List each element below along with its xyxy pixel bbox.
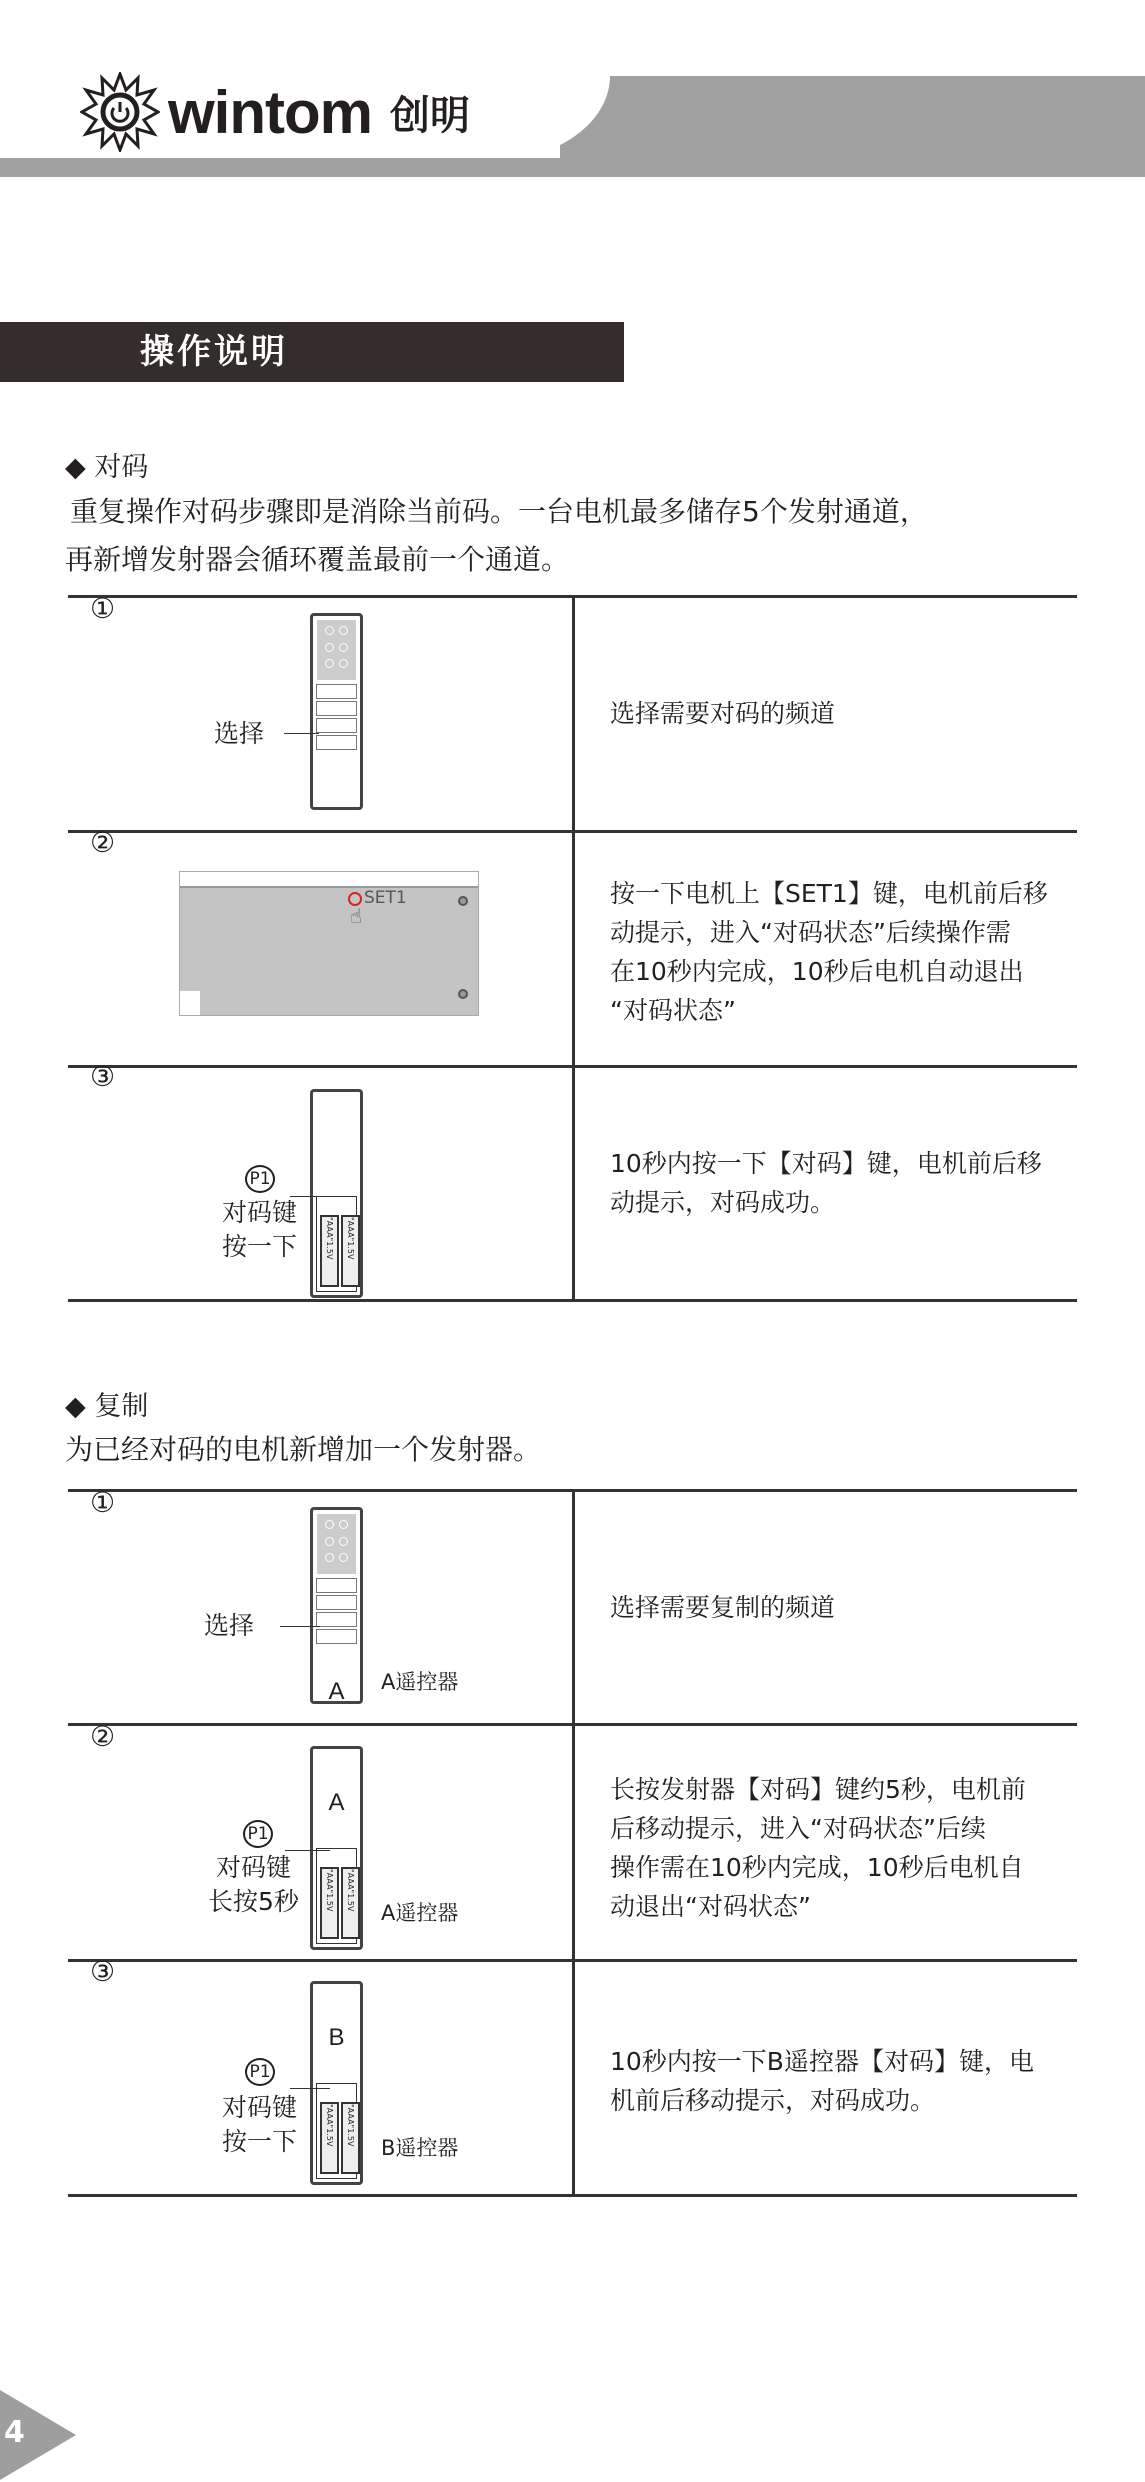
remote-letter: A <box>328 1678 345 1705</box>
p1-badge: P1 <box>245 1165 275 1193</box>
battery-label: "AAA"1.5V <box>346 1217 355 1260</box>
remote-name: B遥控器 <box>381 2136 459 2160</box>
remote-button-row <box>316 701 357 716</box>
channel-dot-icon <box>339 643 348 652</box>
channel-dot-icon <box>339 1553 348 1562</box>
remote-letter: B <box>328 2024 345 2051</box>
page-number: 4 <box>4 2415 25 2450</box>
column-divider <box>572 1491 575 2195</box>
screw-icon <box>458 896 468 906</box>
step-text: 10秒内按一下【对码】键，电机前后移 动提示，对码成功。 <box>610 1149 1042 1217</box>
channel-dot-icon <box>339 1520 348 1529</box>
section-heading-pairing: ◆ 对码 <box>65 452 149 483</box>
channel-dot-icon <box>325 659 334 668</box>
pair-key-label: 对码键 长按5秒 <box>208 1853 299 1916</box>
column-divider <box>572 597 575 1300</box>
hand-pointer-icon: ☝ <box>350 904 363 928</box>
leader-line <box>290 2088 330 2089</box>
step-text: 长按发射器【对码】键约5秒，电机前 后移动提示，进入“对码状态”后续 操作需在10秒内完成，10秒后电机自 动退出“对码状态” <box>610 1775 1026 1921</box>
remote-button-row <box>316 1629 357 1644</box>
remote-name: A遥控器 <box>381 1670 459 1694</box>
channel-dot-icon <box>325 643 334 652</box>
battery-compartment <box>316 1196 357 1292</box>
battery-cell <box>320 1867 339 1939</box>
step-text: 选择需要复制的频道 <box>610 1593 836 1622</box>
select-label: 选择 <box>204 1611 255 1640</box>
channel-dot-icon <box>325 1537 334 1546</box>
set1-label: SET1 <box>364 888 407 908</box>
battery-label: "AAA"1.5V <box>346 2104 355 2147</box>
battery-label: "AAA"1.5V <box>346 1869 355 1912</box>
channel-dot-icon <box>325 1520 334 1529</box>
screw-icon <box>458 989 468 999</box>
select-label: 选择 <box>214 719 265 748</box>
remote-front-illustration <box>310 613 363 810</box>
pairing-intro-2: 再新增发射器会循环覆盖最前一个通道。 <box>65 543 570 576</box>
step-number: ② <box>90 1720 116 1753</box>
logo-text: wintom <box>168 78 372 146</box>
step-text: 10秒内按一下B遥控器【对码】键，电 机前后移动提示，对码成功。 <box>610 2047 1034 2115</box>
remote-button-row <box>316 1578 357 1593</box>
leader-line <box>280 1626 320 1627</box>
remote-button-row <box>316 718 357 733</box>
leader-line <box>284 733 319 734</box>
battery-cell <box>341 1215 360 1287</box>
section-heading-copy: ◆ 复制 <box>65 1391 149 1422</box>
remote-letter: A <box>328 1789 345 1816</box>
remote-button-row <box>316 684 357 699</box>
battery-cell <box>320 2102 339 2174</box>
channel-dot-icon <box>339 1537 348 1546</box>
battery-label: "AAA"1.5V <box>325 2104 334 2147</box>
channel-dot-icon <box>339 626 348 635</box>
remote-b-back-illustration <box>310 1981 363 2185</box>
remote-button-row <box>316 735 357 750</box>
battery-compartment <box>316 1848 357 1944</box>
page-title: 操作说明 <box>0 322 624 382</box>
brand-logo <box>80 72 470 152</box>
battery-compartment <box>316 2083 357 2179</box>
step-text: 选择需要对码的频道 <box>610 699 836 728</box>
step-number: ① <box>90 1486 116 1519</box>
battery-label: "AAA"1.5V <box>325 1217 334 1260</box>
remote-back-illustration <box>310 1089 363 1298</box>
remote-a-front-illustration <box>310 1507 363 1704</box>
sun-power-icon <box>80 72 160 152</box>
battery-cell <box>320 1215 339 1287</box>
step-text: 按一下电机上【SET1】键，电机前后移 动提示，进入“对码状态”后续操作需 在10秒内完成，10秒后电机自动退出 “对码状态” <box>610 879 1048 1025</box>
step-number: ① <box>90 592 116 625</box>
logo-cn: 创明 <box>389 92 470 139</box>
battery-cell <box>341 1867 360 1939</box>
remote-a-back-illustration <box>310 1746 363 1950</box>
p1-badge: P1 <box>245 2058 275 2086</box>
remote-name: A遥控器 <box>381 1901 459 1925</box>
remote-button-row <box>316 1612 357 1627</box>
channel-dot-icon <box>325 626 334 635</box>
motor-illustration <box>179 871 479 1016</box>
step-number: ③ <box>90 1955 116 1988</box>
channel-dot-icon <box>339 659 348 668</box>
step-number: ③ <box>90 1060 116 1093</box>
copy-intro: 为已经对码的电机新增加一个发射器。 <box>65 1433 542 1466</box>
step-number: ② <box>90 826 116 859</box>
header-stripe <box>0 158 1145 177</box>
remote-button-row <box>316 1595 357 1610</box>
channel-dot-icon <box>325 1553 334 1562</box>
battery-cell <box>341 2102 360 2174</box>
pairing-intro-1: 重复操作对码步骤即是消除当前码。一台电机最多储存5个发射通道， <box>70 495 928 528</box>
pair-key-label: 对码键 按一下 <box>222 2093 298 2156</box>
pair-key-label: 对码键 按一下 <box>222 1198 298 1261</box>
keypad <box>317 620 356 680</box>
keypad <box>317 1514 356 1574</box>
battery-label: "AAA"1.5V <box>325 1869 334 1912</box>
p1-badge: P1 <box>243 1820 273 1848</box>
